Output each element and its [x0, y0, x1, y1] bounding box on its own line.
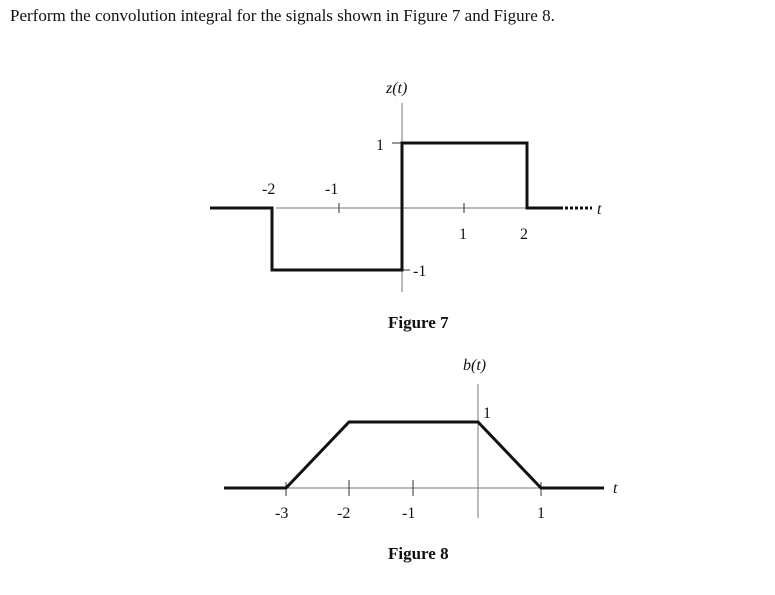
figure-7: [210, 80, 602, 332]
figure-8-xtick-label: -3: [275, 505, 289, 522]
figure-7-xtick-label: -2: [262, 181, 276, 198]
figure-7-ytick-label: 1: [376, 137, 384, 154]
figure-7-signal-label: z(t): [386, 80, 408, 97]
figure-8-xtick-label: -1: [402, 505, 416, 522]
figure-7-caption: Figure 7: [388, 313, 449, 332]
figure-8-caption: Figure 8: [388, 544, 449, 563]
problem-statement: Perform the convolution integral for the signals shown in Figure 7 and Figure 8.: [10, 6, 555, 25]
figure-8-signal-label: b(t): [463, 357, 487, 374]
figure-7-xtick-label: 1: [459, 226, 467, 243]
figure-7-ytick-label: -1: [413, 263, 427, 280]
b-signal-trace: [224, 422, 604, 488]
figure-8-xtick-label: 1: [537, 505, 545, 522]
figure-7-xtick-label: -1: [325, 181, 339, 198]
figure-8: [224, 357, 618, 563]
figure-8-axis-label: t: [613, 480, 618, 497]
figure-8-xtick-label: -2: [337, 505, 351, 522]
figure-7-xtick-label: 2: [520, 226, 528, 243]
figure-7-axis-label: t: [597, 201, 602, 218]
z-signal-trace: [210, 143, 560, 270]
figure-8-ytick-label: 1: [483, 405, 491, 422]
